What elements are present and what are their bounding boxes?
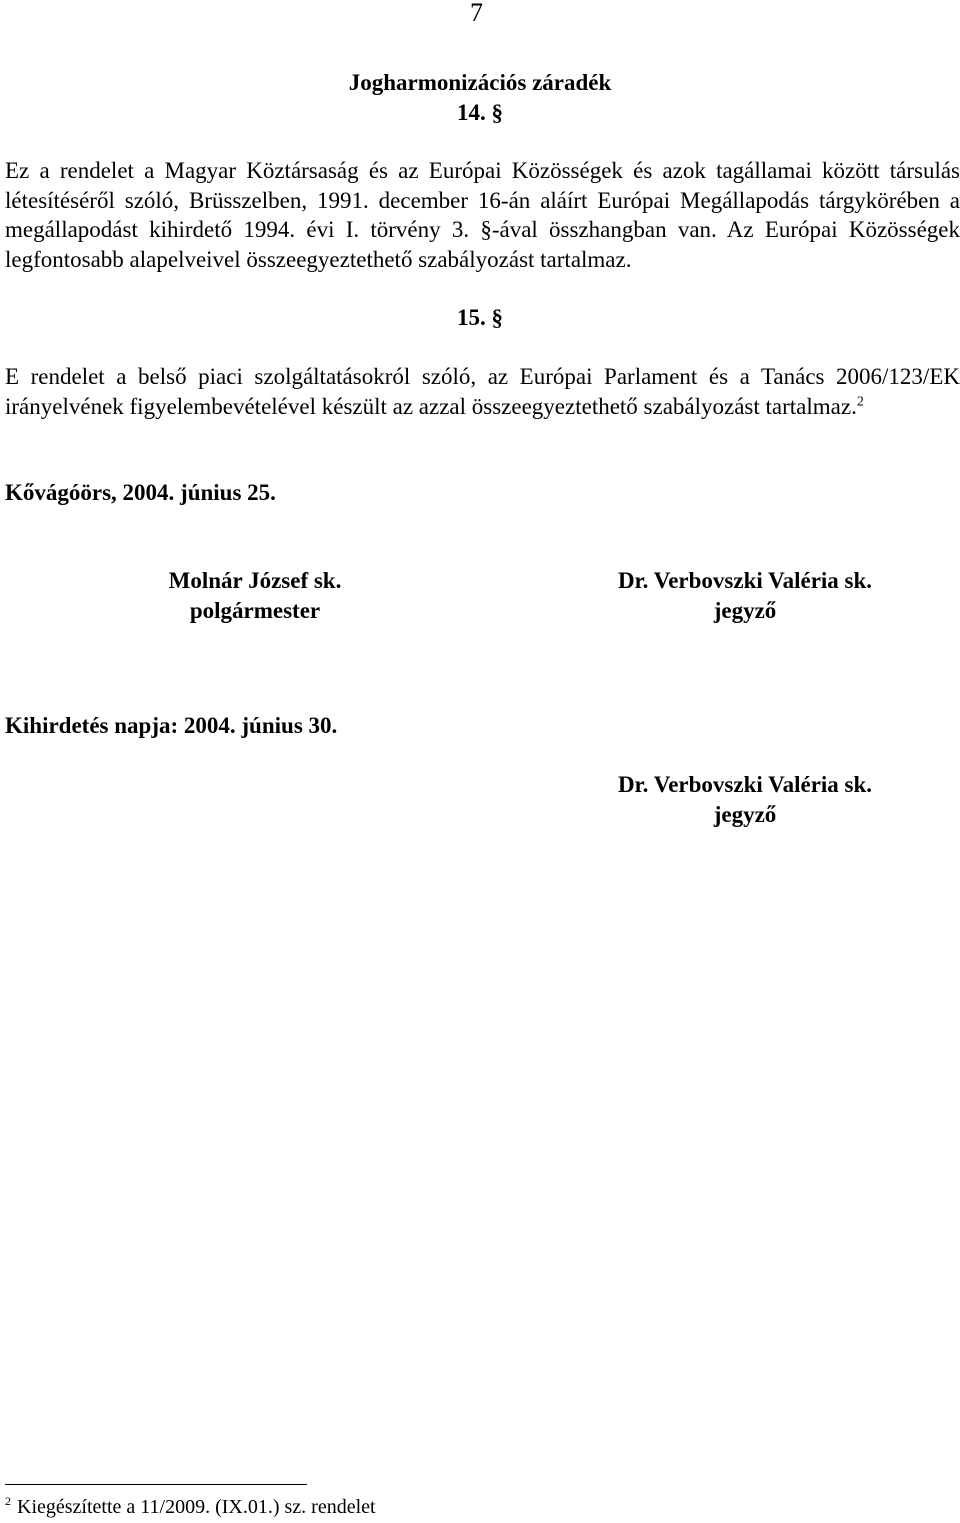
paragraph-14	[5, 156, 960, 274]
promulgation-date: Kihirdetés napja: 2004. június 30.	[5, 713, 338, 738]
paragraph-14-text: Ez a rendelet a Magyar Köztársaság és az Európai Közösségek és azok tagállamai között társulás létesítéséről szóló, Brüsszelben, 1991. december 16-án aláírt Európai Megállapodás tárgykörében a megállapodást kihirdető 1994. évi I. törvény 3. §-ával összhangban van. Az Európai Közösségek legfontosabb alapelveivel összeegyeztethető szabályozást tartalmaz.	[5, 158, 960, 272]
paragraph-15	[5, 362, 960, 421]
footnote-mark: 2	[5, 1494, 11, 1509]
signature-right-name: Dr. Verbovszki Valéria sk.	[617, 568, 873, 593]
footnote-reference: 2	[856, 393, 864, 409]
signature-left-name: Molnár József sk.	[168, 568, 342, 593]
signature-left-role: polgármester	[189, 598, 321, 623]
promulgation-signature-role: jegyző	[713, 802, 777, 827]
promulgation-signature-name: Dr. Verbovszki Valéria sk.	[617, 772, 873, 797]
place-date: Kővágóörs, 2004. június 25.	[5, 480, 276, 505]
footnote-text: Kiegészítette a 11/2009. (IX.01.) sz. rendelet	[17, 1496, 376, 1518]
paragraph-15-text: E rendelet a belső piaci szolgáltatásokról szóló, az Európai Parlament és a Tanács 2006/123/EK irányelvének figyelembevételével készült az azzal összeegyeztethető szabályozást tartalmaz.	[5, 364, 960, 419]
footnote-divider	[5, 1484, 307, 1485]
section-number-15: 15. §	[457, 305, 503, 330]
signature-left	[105, 566, 405, 626]
signature-right	[585, 566, 905, 626]
promulgation-signature	[585, 770, 905, 830]
footnote	[5, 1496, 376, 1519]
page-number: 7	[470, 0, 483, 27]
section-title: Jogharmonizációs záradék	[348, 70, 612, 95]
section-number-14: 14. §	[457, 100, 503, 125]
signature-right-role: jegyző	[713, 598, 777, 623]
